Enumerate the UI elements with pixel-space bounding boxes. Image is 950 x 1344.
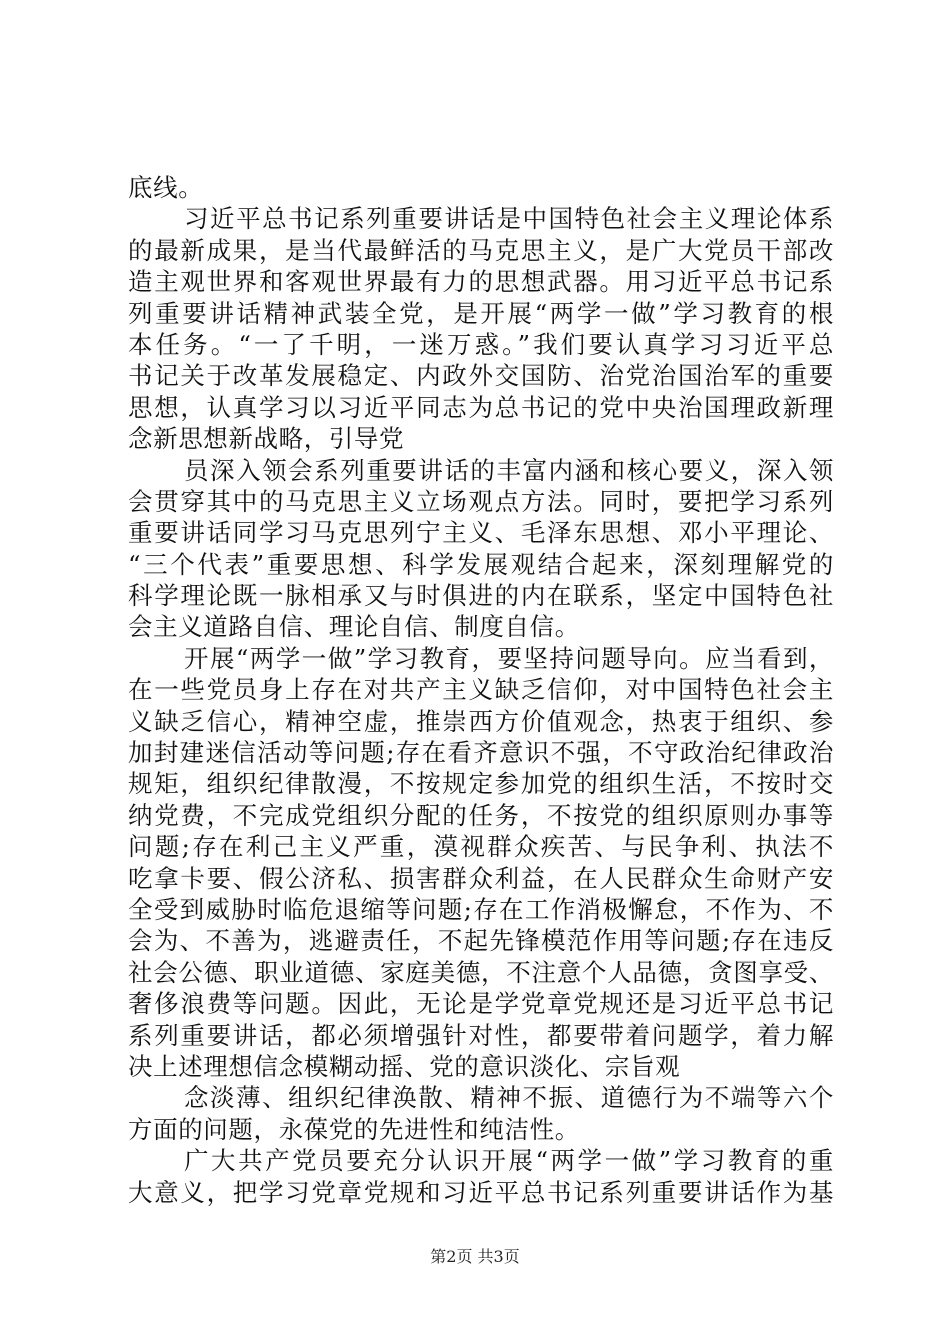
text-line: 在一些党员身上存在对共产主义缺乏信仰，对中国特色社会主 <box>128 675 834 705</box>
text-line: 底线。 <box>128 173 204 202</box>
text-line: 科学理论既一脉相承又与时俱进的内在联系，坚定中国特色社 <box>128 581 834 611</box>
text-line: 本任务。“一了千明，一迷万惑。”我们要认真学习习近平总 <box>128 329 834 359</box>
text-line: 会贯穿其中的马克思主义立场观点方法。同时，要把学习系列 <box>128 486 834 516</box>
text-line: 决上述理想信念模糊动摇、党的意识淡化、宗旨观 <box>128 1051 681 1081</box>
text-line: 规矩，组织纪律散漫，不按规定参加党的组织生活，不按时交 <box>128 769 834 799</box>
text-line: 习近平总书记系列重要讲话是中国特色社会主义理论体系 <box>184 204 834 234</box>
text-line: 大意义，把学习党章党规和习近平总书记系列重要讲话作为基 <box>128 1177 834 1207</box>
text-line: 吃拿卡要、假公济私、损害群众利益，在人民群众生命财产安 <box>128 863 834 893</box>
page-footer: 第2页 共3页 <box>430 1247 520 1266</box>
text-line: 念新思想新战略，引导党 <box>128 424 405 454</box>
text-line: 会为、不善为，逃避责任，不起先锋模范作用等问题;存在违反 <box>128 926 834 956</box>
text-line: 员深入领会系列重要讲话的丰富内涵和核心要义，深入领 <box>184 455 834 485</box>
text-line: 思想，认真学习以习近平同志为总书记的党中央治国理政新理 <box>128 392 834 422</box>
text-line: 开展“两学一做”学习教育，要坚持问题导向。应当看到， <box>184 643 834 673</box>
text-line: 书记关于改革发展稳定、内政外交国防、治党治国治军的重要 <box>128 361 834 391</box>
text-line: 加封建迷信活动等问题;存在看齐意识不强，不守政治纪律政治 <box>128 738 834 768</box>
text-line: 会主义道路自信、理论自信、制度自信。 <box>128 612 580 642</box>
text-line: 念淡薄、组织纪律涣散、精神不振、道德行为不端等六个 <box>184 1083 834 1113</box>
text-line: “三个代表”重要思想、科学发展观结合起来，深刻理解党的 <box>128 549 834 579</box>
text-line: 义缺乏信心，精神空虚，推崇西方价值观念，热衷于组织、参 <box>128 706 834 736</box>
text-line: 问题;存在利己主义严重，漠视群众疾苦、与民争利、执法不 <box>128 832 834 862</box>
text-line: 重要讲话同学习马克思列宁主义、毛泽东思想、邓小平理论、 <box>128 518 834 548</box>
document-body <box>128 172 834 1208</box>
text-line: 奢侈浪费等问题。因此，无论是学党章党规还是习近平总书记 <box>128 989 834 1019</box>
text-line: 造主观世界和客观世界最有力的思想武器。用习近平总书记系 <box>128 267 834 297</box>
text-line: 社会公德、职业道德、家庭美德，不注意个人品德，贪图享受、 <box>128 957 834 987</box>
text-line: 纳党费，不完成党组织分配的任务，不按党的组织原则办事等 <box>128 800 834 830</box>
text-line: 方面的问题，永葆党的先进性和纯洁性。 <box>128 1114 580 1144</box>
text-line: 系列重要讲话，都必须增强针对性，都要带着问题学，着力解 <box>128 1020 834 1050</box>
text-line: 列重要讲话精神武装全党，是开展“两学一做”学习教育的根 <box>128 298 834 328</box>
text-line: 的最新成果，是当代最鲜活的马克思主义，是广大党员干部改 <box>128 235 834 265</box>
text-line: 全受到威胁时临危退缩等问题;存在工作消极懈怠，不作为、不 <box>128 894 834 924</box>
text-line: 广大共产党员要充分认识开展“两学一做”学习教育的重 <box>184 1146 834 1176</box>
